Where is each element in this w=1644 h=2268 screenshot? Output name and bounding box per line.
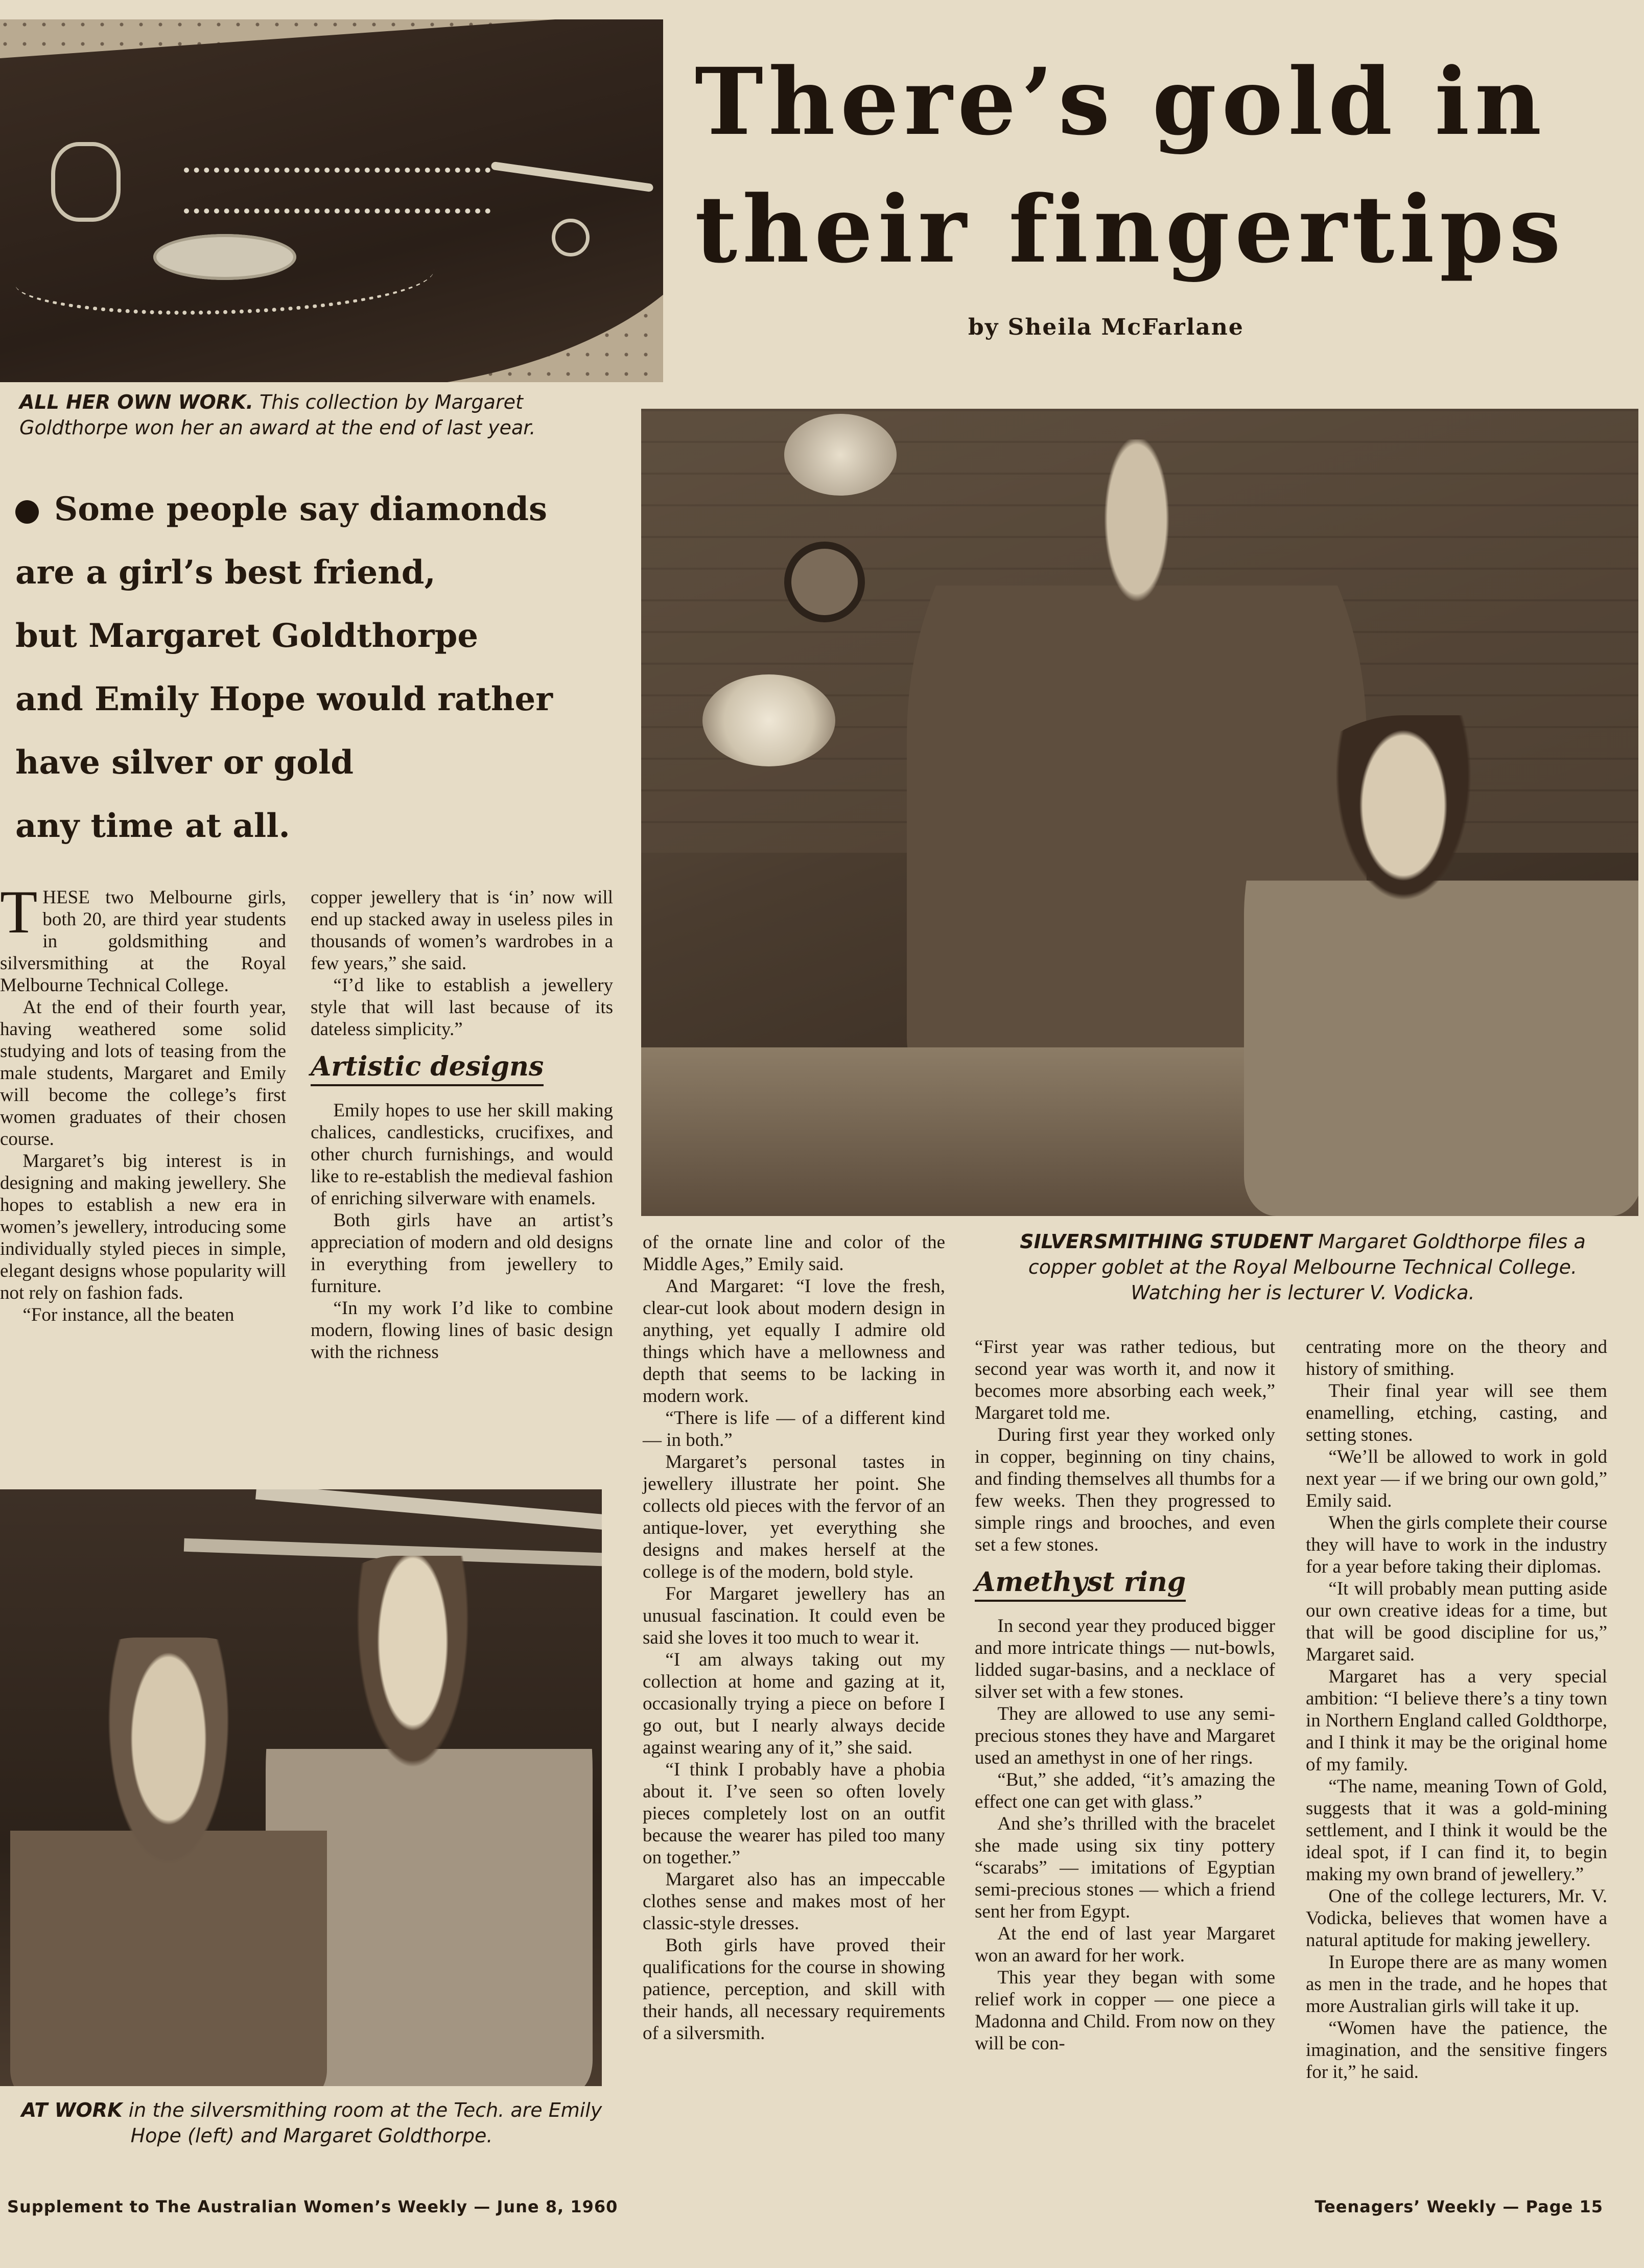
caption-lead: SILVERSMITHING STUDENT [1020, 1230, 1312, 1253]
intro-standfirst [15, 478, 613, 858]
intro-line: but Margaret Goldthorpe [15, 617, 479, 655]
paragraph: In second year they produced bigger and more intricate things — nut-bowls, lidded sugar-basins, and a necklace of silver set with a few stones. [975, 1616, 1275, 1702]
caption-lead: AT WORK [21, 2099, 123, 2121]
paragraph: Margaret’s personal tastes in jewellery illustrate her point. She collects old pieces with the fervor of an antique-lover, yet everything she designs and makes herself at the college is of the modern, bold style. [643, 1452, 945, 1582]
paragraph: And she’s thrilled with the bracelet she made using six tiny pottery “scarabs” — imitations of Egyptian semi-precious stones — which a friend sent her from Egypt. [975, 1813, 1275, 1922]
paragraph: centrating more on the theory and history of smithing. [1306, 1337, 1607, 1379]
paragraph: “For instance, all the beaten [22, 1304, 234, 1325]
paragraph: “Women have the patience, the imagination, and the sensitive fingers for it,” he said. [1306, 2018, 1607, 2083]
paragraph: During first year they worked only in copper, beginning on tiny chains, and finding themselves all thumbs for a few weeks. Then they progressed to simple rings and brooches, and even set a few stones. [975, 1424, 1275, 1555]
paragraph: “First year was rather tedious, but second year was worth it, and now it becomes more absorbing each week,” Margaret told me. [975, 1337, 1275, 1423]
paragraph: Margaret’s big interest is in designing and making jewellery. She hopes to establish a new era in women’s jewellery, introducing some individually styled pieces in simple, elegant designs whose popularity will not rely on fashion fads. [0, 1151, 286, 1303]
article-column-2 [311, 886, 613, 1363]
intro-line: and Emily Hope would rather [15, 680, 553, 718]
paragraph: Their final year will see them enamelling, etching, casting, and setting stones. [1306, 1381, 1607, 1445]
silversmithing-workshop-photo [641, 409, 1638, 1216]
paragraph: In Europe there are as many women as men in the trade, and he hopes that more Australian girls will take it up. [1306, 1952, 1607, 2017]
footer-page-number: Teenagers’ Weekly — Page 15 [1314, 2197, 1603, 2216]
footer-publication: Supplement to The Australian Women’s Weekly — June 8, 1960 [7, 2197, 618, 2216]
paragraph: Margaret also has an impeccable clothes sense and makes most of her classic-style dresses. [643, 1869, 945, 1934]
paragraph: “It will probably mean putting aside our own creative ideas for a time, but that will be good discipline for us,” Margaret said. [1306, 1578, 1607, 1665]
caption-text: Margaret Goldthorpe files a copper goblet at the Royal Melbourne Technical College. Watching her is lecturer V. Vodicka. [1028, 1230, 1586, 1304]
jewellery-collection-photo [0, 19, 663, 382]
paragraph: Margaret has a very special ambition: “I believe there’s a tiny town in Northern England called Goldthorpe, and I think it may be the original home of my family. [1306, 1666, 1607, 1775]
subheading-amethyst-ring: Amethyst ring [975, 1567, 1186, 1602]
jewellery-photo-caption [19, 389, 622, 440]
byline: by Sheila McFarlane [968, 314, 1244, 340]
article-column-1 [0, 878, 286, 1326]
article-column-5 [1306, 1336, 1607, 2083]
intro-line: Some people say diamonds [54, 490, 548, 528]
paragraph: Both girls have an artist’s appreciation of modern and old designs in everything from jewellery to furniture. [311, 1210, 613, 1297]
bullet-icon [15, 500, 39, 524]
paragraph: “In my work I’d like to combine modern, flowing lines of basic design with the richness [311, 1298, 613, 1363]
paragraph: of the ornate line and color of the Middle Ages,” Emily said. [643, 1232, 945, 1275]
students-portrait-photo [0, 1489, 602, 2086]
paragraph: At the end of their fourth year, having weathered some solid studying and lots of teasing from the male students, Margaret and Emily will become the college’s first women graduates of their chosen course. [0, 997, 286, 1150]
article-column-3 [643, 1231, 945, 2044]
headline-line-2: their fingertips [695, 176, 1566, 284]
workshop-photo-caption [986, 1229, 1619, 1305]
intro-line: are a girl’s best friend, [15, 553, 436, 592]
paragraph: “But,” she added, “it’s amazing the effect one can get with glass.” [975, 1769, 1275, 1812]
paragraph: “There is life — of a different kind — in both.” [643, 1408, 945, 1451]
paragraph: And Margaret: “I love the fresh, clear-cut look about modern design in anything, yet equally I admire old things which have a mellowness and depth that seems to be lacking in modern work. [643, 1276, 945, 1407]
paragraph: “I am always taking out my collection at home and gazing at it, occasionally trying a piece on before I go out, but I nearly always decide against wearing any of it,” she said. [643, 1649, 945, 1758]
paragraph: When the girls complete their course they will have to work in the industry for a year before taking their diplomas. [1306, 1512, 1607, 1577]
paragraph: “I think I probably have a phobia about it. I’ve seen so often lovely pieces completely lost on an outfit because the wearer has piled too many on together.” [643, 1759, 945, 1868]
subheading-artistic-designs: Artistic designs [311, 1051, 544, 1086]
paragraph: THESE two Melbourne girls, both 20, are third year students in goldsmithing and silversmithing at the Royal Melbourne Technical College. [0, 878, 286, 996]
headline-line-1: There’s gold in [695, 48, 1547, 156]
article-headline [695, 38, 1604, 294]
paragraph: “We’ll be allowed to work in gold next year — if we bring our own gold,” Emily said. [1306, 1446, 1607, 1511]
students-photo-caption [20, 2097, 603, 2148]
intro-line: any time at all. [15, 807, 290, 845]
paragraph: At the end of last year Margaret won an award for her work. [975, 1923, 1275, 1966]
paragraph: This year they began with some relief work in copper — one piece a Madonna and Child. From now on they will be con- [975, 1967, 1275, 2054]
paragraph: “I’d like to establish a jewellery style that will last because of its dateless simplicity.” [311, 975, 613, 1040]
article-column-4 [975, 1336, 1275, 2054]
caption-text: in the silversmithing room at the Tech. are Emily Hope (left) and Margaret Goldthorpe. [128, 2099, 602, 2147]
drop-cap: T [0, 878, 38, 946]
intro-line: have silver or gold [15, 743, 354, 782]
paragraph: copper jewellery that is ‘in’ now will end up stacked away in useless piles in thousands of women’s wardrobes in a few years,” she said. [311, 887, 613, 974]
caption-text: This collection by Margaret Goldthorpe won her an award at the end of last year. [19, 391, 536, 439]
paragraph: For Margaret jewellery has an unusual fascination. It could even be said she loves it too much to wear it. [643, 1583, 945, 1648]
paragraph: Both girls have proved their qualifications for the course in showing patience, perception, and skill with their hands, all necessary requirements of a silversmith. [643, 1935, 945, 2044]
paragraph: “The name, meaning Town of Gold, suggests that it was a gold-mining settlement, and I think it would be the ideal spot, if I can find it, to begin making my own brand of jewellery.” [1306, 1776, 1607, 1885]
paragraph: One of the college lecturers, Mr. V. Vodicka, believes that women have a natural aptitude for making jewellery. [1306, 1886, 1607, 1951]
caption-lead: ALL HER OWN WORK. [19, 391, 253, 413]
paragraph: They are allowed to use any semi-precious stones they have and Margaret used an amethyst in one of her rings. [975, 1703, 1275, 1768]
paragraph: Emily hopes to use her skill making chalices, candlesticks, crucifixes, and other church furnishings, and would like to re-establish the medieval fashion of enriching silverware with enamels. [311, 1100, 613, 1209]
